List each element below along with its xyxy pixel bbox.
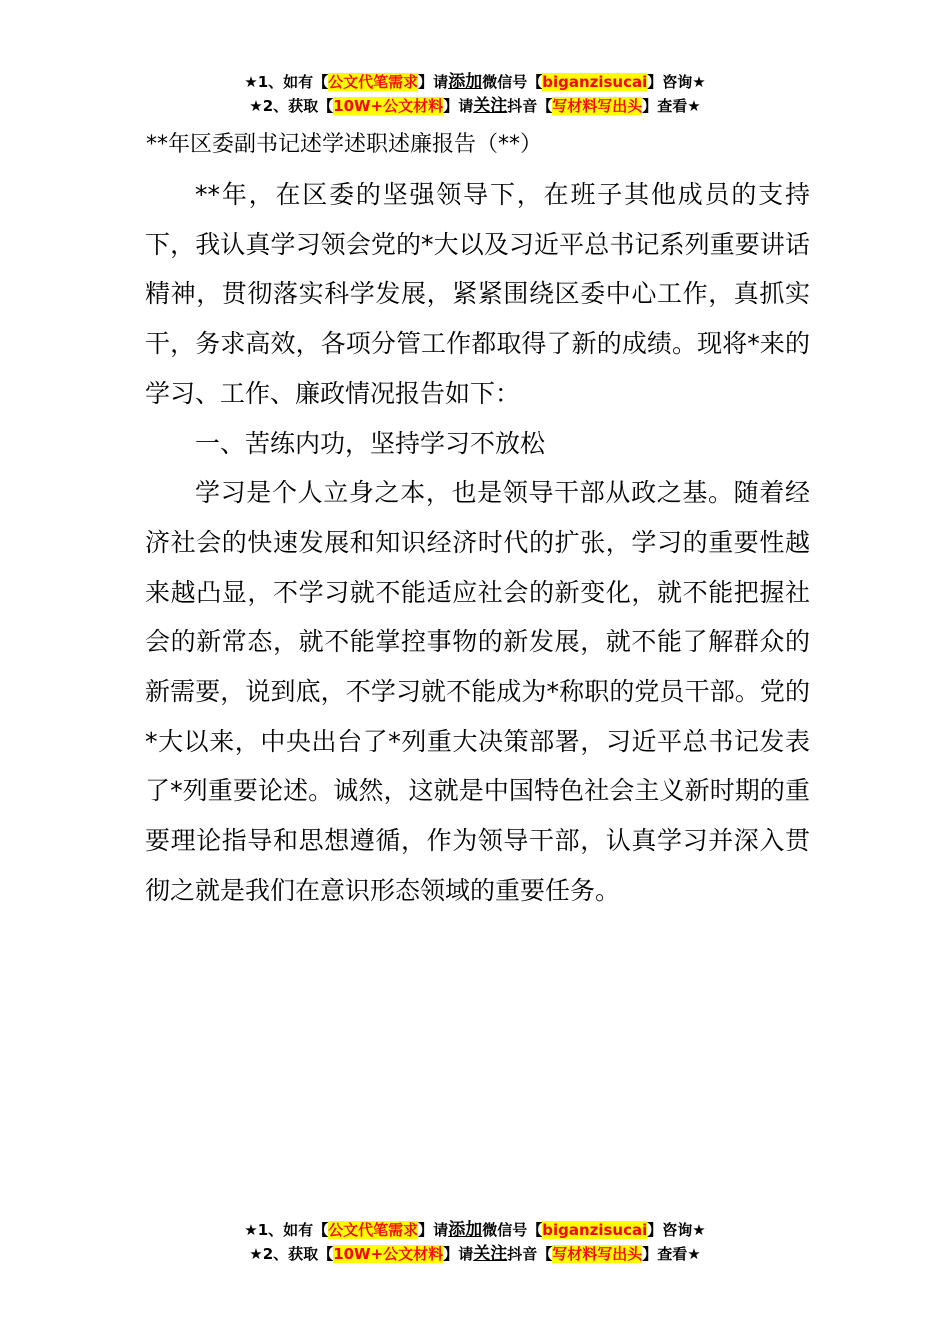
notice-text: 】请 <box>443 1245 474 1263</box>
service-highlight: 公文代笔需求 <box>328 73 419 91</box>
add-emphasis: 添加 <box>448 72 483 92</box>
notice-text: 抖音【 <box>507 97 553 115</box>
notice-text: 】请 <box>443 97 474 115</box>
notice-text: ★1、如有【 <box>244 73 329 91</box>
notice-text: 】咨询★ <box>647 1221 706 1239</box>
document-title: **年区委副书记述学述职述廉报告（**） <box>146 132 543 157</box>
footer-notice-line-1 <box>0 1218 950 1242</box>
notice-text: 微信号【 <box>482 73 543 91</box>
add-emphasis: 添加 <box>448 1220 483 1240</box>
notice-text: 抖音【 <box>507 1245 553 1263</box>
document-body <box>145 170 810 916</box>
notice-text: ★2、获取【 <box>249 97 334 115</box>
body-paragraph: 学习是个人立身之本，也是领导干部从政之基。随着经济社会的快速发展和知识经济时代的扩张，学习的重要性越来越凸显，不学习就不能适应社会的新变化，就不能把握社会的新常态，就不能掌控事物的新发展，就不能了解群众的新需要，说到底，不学习就不能成为*称职的党员干部。党的*大以来，中央出台了*列重大决策部署，习近平总书记发表了*列重要论述。诚然，这就是中国特色社会主义新时期的重要理论指导和思想遵循，作为领导干部，认真学习并深入贯彻之就是我们在意识形态领域的重要任务。 <box>145 478 810 905</box>
material-highlight: 10W+公文材料 <box>333 97 444 115</box>
douyin-highlight: 写材料写出头 <box>552 97 643 115</box>
section-heading: 一、苦练内功，坚持学习不放松 <box>195 428 546 458</box>
notice-text: 】请 <box>418 1221 449 1239</box>
notice-text: 】查看★ <box>642 1245 701 1263</box>
header-notice <box>0 70 950 118</box>
footer-notice <box>0 1218 950 1266</box>
douyin-highlight: 写材料写出头 <box>552 1245 643 1263</box>
notice-text: ★2、获取【 <box>249 1245 334 1263</box>
notice-text: 】查看★ <box>642 97 701 115</box>
notice-text: ★1、如有【 <box>244 1221 329 1239</box>
follow-emphasis: 关注 <box>473 96 508 116</box>
service-highlight: 公文代笔需求 <box>328 1221 419 1239</box>
notice-text: 】请 <box>418 73 449 91</box>
wechat-id-highlight: biganzisucai <box>542 73 648 91</box>
follow-emphasis: 关注 <box>473 1244 508 1264</box>
header-notice-line-2 <box>0 94 950 118</box>
intro-paragraph: **年，在区委的坚强领导下，在班子其他成员的支持下，我认真学习领会党的*大以及习近平总书记系列重要讲话精神，贯彻落实科学发展，紧紧围绕区委中心工作，真抓实干，务求高效，各项分管工作都取得了新的成绩。现将*来的学习、工作、廉政情况报告如下： <box>145 180 810 408</box>
notice-text: 】咨询★ <box>647 73 706 91</box>
wechat-id-highlight: biganzisucai <box>542 1221 648 1239</box>
material-highlight: 10W+公文材料 <box>333 1245 444 1263</box>
notice-text: 微信号【 <box>482 1221 543 1239</box>
footer-notice-line-2 <box>0 1242 950 1266</box>
header-notice-line-1 <box>0 70 950 94</box>
